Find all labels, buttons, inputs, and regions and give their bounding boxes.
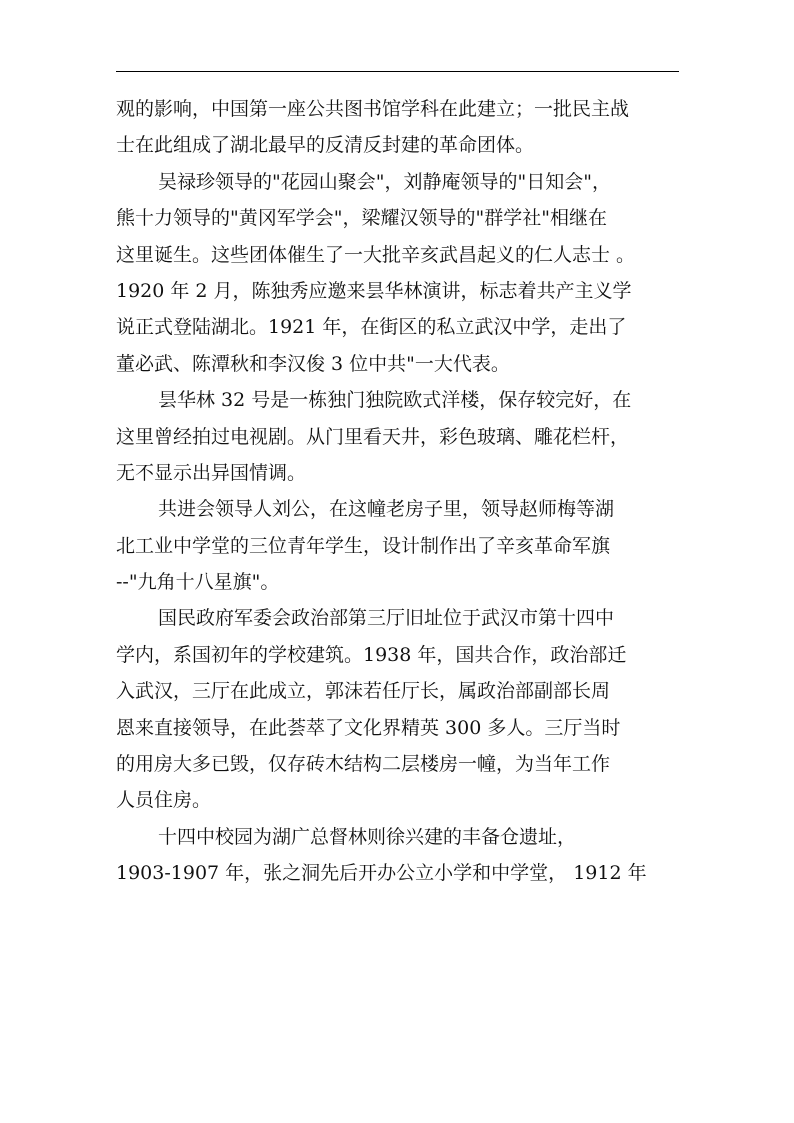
text-line: 人员住房。 xyxy=(116,789,212,812)
paragraph-first-line: 十四中校园为湖广总督林则徐兴建的丰备仓遗址， xyxy=(158,825,577,848)
text-line: 这里诞生。这些团体催生了一大批辛亥武昌起义的仁人志士 。 xyxy=(116,243,636,266)
text-line: 北工业中学堂的三位青年学生，设计制作出了辛亥革命军旗 xyxy=(116,534,611,557)
header-rule xyxy=(116,71,679,72)
text-line: 学内，系国初年的学校建筑。1938 年，国共合作，政治部迁 xyxy=(116,643,627,666)
paragraph-first-line: 吴禄珍领导的"花园山聚会"，刘静庵领导的"日知会"， xyxy=(158,170,611,193)
text-line: 1920 年 2 月，陈独秀应邀来昙华林演讲，标志着共产主义学 xyxy=(116,279,632,302)
text-line: 熊十力领导的"黄冈军学会"，梁耀汉领导的"群学社"相继在 xyxy=(116,207,607,230)
text-line: 观的影响，中国第一座公共图书馆学科在此建立；一批民主战 xyxy=(116,98,630,120)
paragraph-first-line: 国民政府军委会政治部第三厅旧址位于武汉市第十四中 xyxy=(158,607,615,630)
text-line: 1903-1907 年，张之洞先后开办公立小学和中学堂， 1912 年 xyxy=(116,862,647,885)
text-line: 的用房大多已毁，仅存砖木结构二层楼房一幢，为当年工作 xyxy=(116,753,611,776)
text-line: 说正式登陆湖北。1921 年，在街区的私立武汉中学，走出了 xyxy=(116,316,627,339)
paragraph-first-line: 共进会领导人刘公，在这幢老房子里，领导赵师梅等湖 xyxy=(158,498,615,521)
text-line: 无不显示出异国情调。 xyxy=(116,461,307,484)
text-line: 这里曾经拍过电视剧。从门里看天井，彩色玻璃、雕花栏杆， xyxy=(116,425,630,448)
text-line: 士在此组成了湖北最早的反清反封建的革命团体。 xyxy=(116,134,535,157)
text-line: --"九角十八星旗"。 xyxy=(116,571,280,594)
text-line: 恩来直接领导，在此荟萃了文化界精英 300 多人。三厅当时 xyxy=(116,716,621,739)
document-body xyxy=(116,91,679,892)
text-line: 入武汉，三厅在此成立，郭沫若任厅长，属政治部副部长周 xyxy=(116,680,611,703)
paragraph-first-line: 昙华林 32 号是一栋独门独院欧式洋楼，保存较完好，在 xyxy=(158,389,632,412)
text-line: 董必武、陈潭秋和李汉俊 3 位中共"一大代表。 xyxy=(116,352,510,375)
